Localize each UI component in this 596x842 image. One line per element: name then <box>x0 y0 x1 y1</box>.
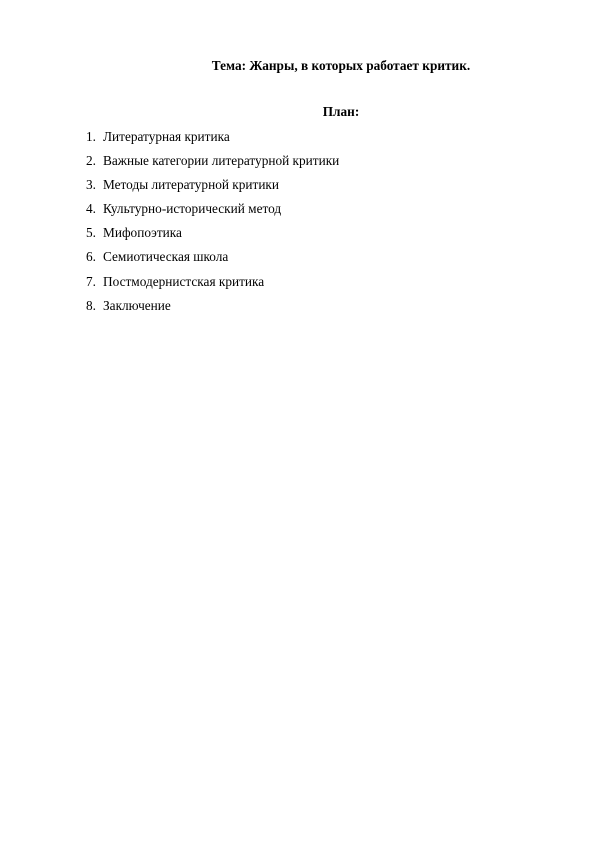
plan-item <box>86 273 339 297</box>
plan-item-text: Постмодернистская критика <box>103 273 265 289</box>
plan-item-text: Важные категории литературной критики <box>103 153 340 169</box>
plan-item <box>86 176 339 200</box>
plan-item-number: 4. <box>86 201 96 217</box>
plan-item-number: 8. <box>86 297 96 313</box>
plan-item <box>86 224 339 248</box>
plan-item-number: 7. <box>86 273 96 289</box>
plan-item <box>86 200 339 224</box>
plan-item-number: 1. <box>86 129 96 144</box>
plan-item-text: Культурно-исторический метод <box>103 201 282 217</box>
plan-item-number: 5. <box>86 225 96 241</box>
plan-item-number: 6. <box>86 249 96 265</box>
plan-item-number: 3. <box>86 177 96 193</box>
plan-item-text: Мифопоэтика <box>103 225 182 241</box>
plan-item <box>86 297 339 321</box>
plan-item <box>86 152 339 176</box>
plan-list <box>86 128 339 321</box>
plan-item-text: Литературная критика <box>103 129 230 144</box>
plan-item-number: 2. <box>86 153 96 169</box>
plan-item-text: Семиотическая школа <box>103 249 229 265</box>
plan-item <box>86 248 339 272</box>
document-topic: Тема: Жанры, в которых работает критик. <box>211 58 471 73</box>
plan-item-text: Методы литературной критики <box>103 177 280 193</box>
plan-heading: План: <box>322 104 360 119</box>
plan-item-text: Заключение <box>103 297 171 313</box>
plan-item <box>86 128 339 152</box>
